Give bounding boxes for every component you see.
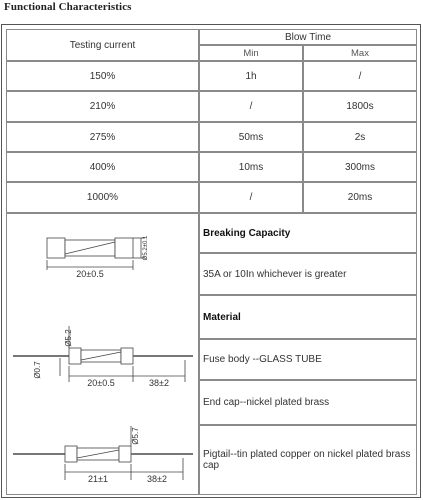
row-4-min: 10ms (199, 152, 303, 182)
row-2-min: / (199, 91, 303, 122)
row-3-min: 50ms (199, 122, 303, 152)
fuse-dimension-drawings (7, 214, 200, 496)
row-5-max: 20ms (303, 182, 417, 213)
header-min: Min (199, 45, 303, 61)
header-testing-current: Testing current (6, 29, 199, 61)
header-blow-time: Blow Time (199, 29, 417, 45)
breaking-capacity-text: 35A or 10In whichever is greater (199, 253, 417, 295)
row-1-current: 150% (6, 61, 199, 91)
row-1-max: / (303, 61, 417, 91)
characteristics-table (1, 24, 421, 498)
d2-diameter-label: Ø5.2 (64, 329, 73, 347)
pigtail-text: Pigtail--tin plated copper on nickel plated brass cap (199, 425, 417, 495)
dimension-drawings (6, 213, 199, 495)
d2-lead-label: 38±2 (149, 378, 169, 388)
breaking-capacity-title: Breaking Capacity (199, 213, 417, 253)
fuse-drawing-3 (13, 426, 193, 480)
page-heading: Functional Characteristics (4, 1, 132, 13)
row-5-min: / (199, 182, 303, 213)
d2-length-label: 20±0.5 (87, 378, 115, 388)
row-2-max: 1800s (303, 91, 417, 122)
row-4-current: 400% (6, 152, 199, 182)
row-4-max: 300ms (303, 152, 417, 182)
d1-diameter-label: Ø5.2±0.1 (143, 235, 149, 261)
fuse-drawing-1 (47, 238, 145, 270)
d1-length-label: 20±0.5 (76, 269, 104, 279)
fuse-body-text: Fuse body --GLASS TUBE (199, 339, 417, 380)
d3-diameter-label: Ø5.7 (131, 427, 140, 445)
row-5-current: 1000% (6, 182, 199, 213)
header-max: Max (303, 45, 417, 61)
material-title: Material (199, 295, 417, 339)
end-cap-text: End cap--nickel plated brass (199, 380, 417, 425)
row-1-min: 1h (199, 61, 303, 91)
row-3-max: 2s (303, 122, 417, 152)
row-3-current: 275% (6, 122, 199, 152)
d2-wire-label: Ø0.7 (33, 361, 42, 379)
d3-lead-label: 38±2 (147, 474, 167, 484)
d3-length-label: 21±1 (88, 474, 108, 484)
row-2-current: 210% (6, 91, 199, 122)
